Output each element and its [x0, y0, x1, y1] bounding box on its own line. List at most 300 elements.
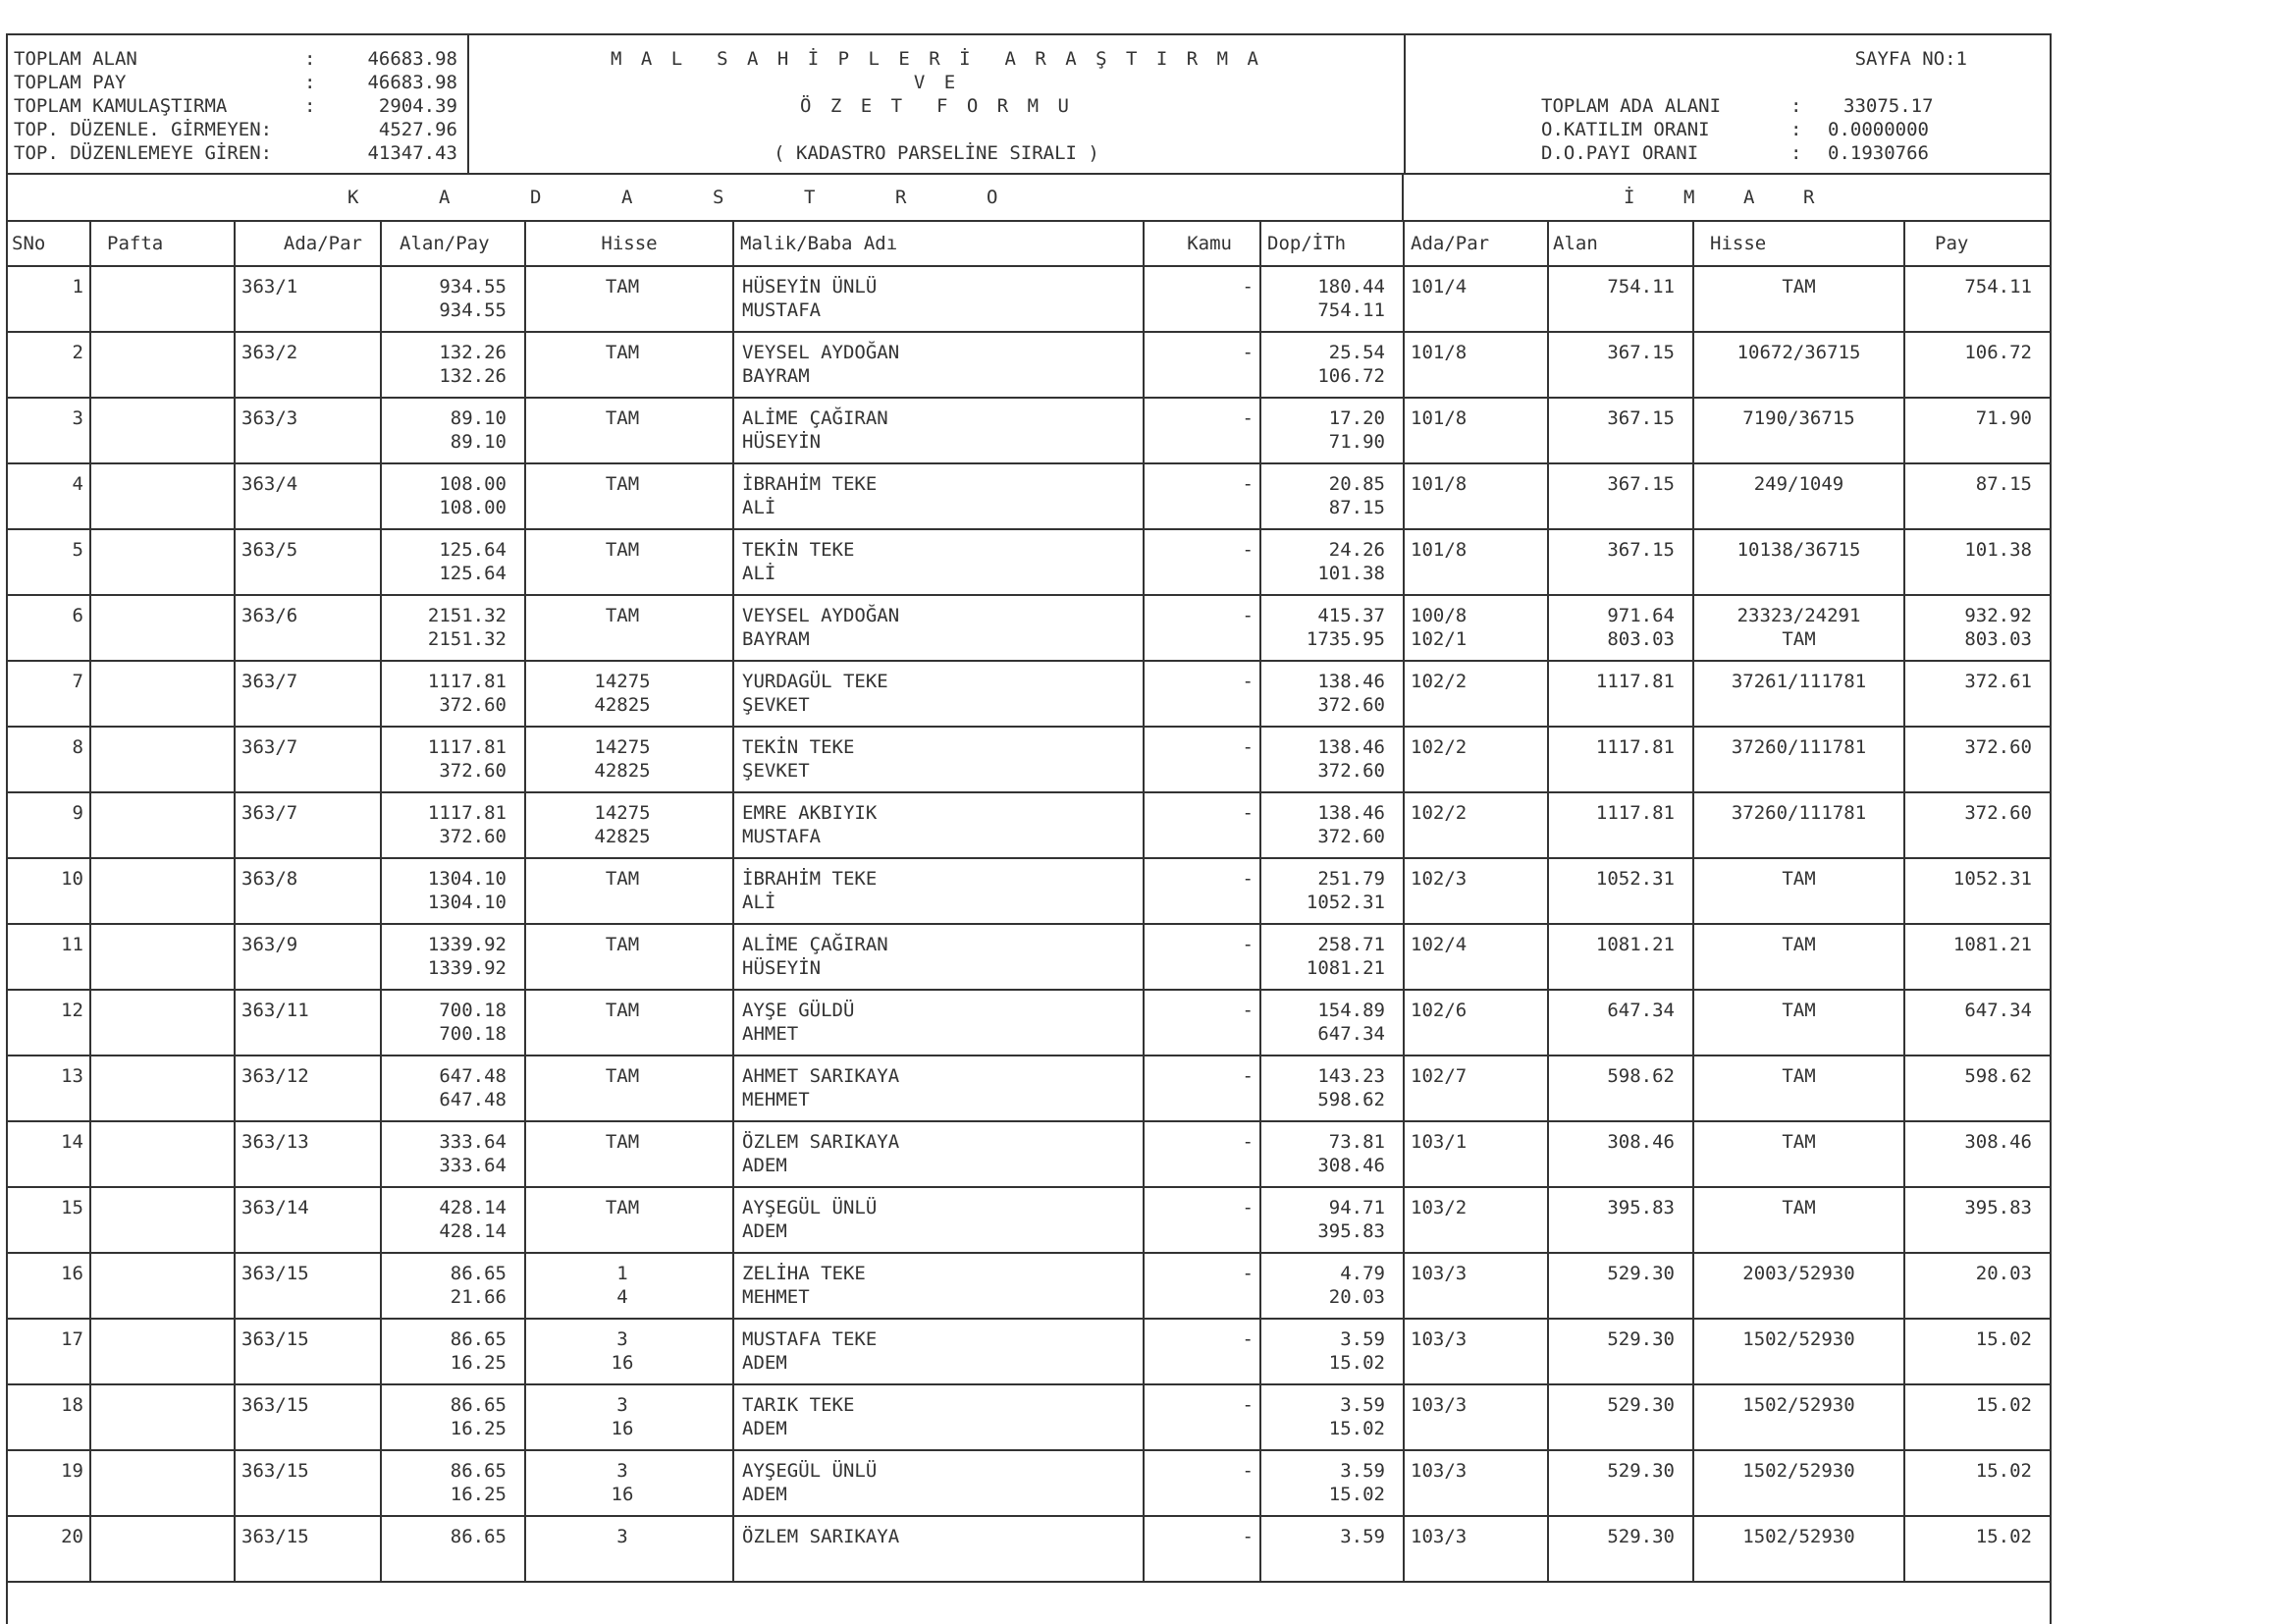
cell-malik-line: MUSTAFA TEKE	[742, 1328, 878, 1350]
cell-alan-pay-line: 16.25	[450, 1484, 507, 1505]
table-row	[8, 463, 2050, 529]
cell-imar-ada-par	[1404, 463, 1548, 529]
cell-imar-ada-par	[1404, 661, 1548, 727]
cell-dop-line: 3.59	[1340, 1526, 1385, 1547]
cell-imar-hisse-line: 1502/52930	[1742, 1328, 1855, 1350]
cell-alan-pay-line: 1117.81	[427, 736, 507, 758]
cell-hisse-line: 3	[616, 1328, 628, 1350]
cell-imar-pay	[1904, 1319, 2050, 1384]
cell-pafta	[90, 727, 235, 792]
cell-dop-line: 154.89	[1317, 1000, 1385, 1021]
imar-letter: M	[1683, 187, 1695, 208]
summary-row	[14, 141, 467, 165]
col-header-imar-pay: Pay	[1904, 222, 2050, 266]
cell-imar-alan	[1548, 1253, 1693, 1319]
table-row	[8, 661, 2050, 727]
cell-imar-ada-par-line: 102/3	[1411, 868, 1468, 890]
cell-ada-par: 363/3	[235, 398, 381, 463]
cell-pafta	[90, 1187, 235, 1253]
cell-ada-par: 363/7	[235, 792, 381, 858]
cell-dop	[1260, 332, 1404, 398]
cell-malik	[733, 398, 1144, 463]
cell-malik-line: TEKİN TEKE	[742, 539, 855, 561]
cell-malik-line: MUSTAFA	[742, 826, 822, 847]
cell-pafta	[90, 1384, 235, 1450]
cell-imar-alan-line: 971.64	[1607, 605, 1675, 626]
cell-imar-hisse	[1693, 1450, 1904, 1516]
cell-ada-par: 363/13	[235, 1121, 381, 1187]
cell-pafta	[90, 332, 235, 398]
cell-imar-hisse	[1693, 463, 1904, 529]
cell-dop-line: 94.71	[1328, 1197, 1385, 1218]
cell-imar-alan	[1548, 792, 1693, 858]
cell-imar-pay	[1904, 1253, 2050, 1319]
cell-imar-pay-line: 1052.31	[1952, 868, 2032, 890]
cell-alan-pay	[381, 1516, 525, 1582]
cell-imar-hisse	[1693, 1319, 1904, 1384]
cell-alan-pay-line: 1339.92	[427, 957, 507, 979]
imar-letter: İ	[1624, 187, 1635, 208]
cell-kamu: -	[1144, 1121, 1260, 1187]
cell-sno: 11	[8, 924, 90, 990]
cell-imar-alan	[1548, 332, 1693, 398]
cell-malik-line: EMRE AKBIYIK	[742, 802, 878, 824]
cell-imar-pay-line: 20.03	[1975, 1263, 2032, 1284]
cell-hisse	[525, 1187, 733, 1253]
cell-malik-line: ADEM	[742, 1418, 787, 1439]
table-row	[8, 1187, 2050, 1253]
cell-imar-ada-par-line: 101/8	[1411, 342, 1468, 363]
cell-imar-hisse-line: 249/1049	[1753, 473, 1844, 495]
cell-dop-line: 4.79	[1340, 1263, 1385, 1284]
cell-sno: 19	[8, 1450, 90, 1516]
cell-alan-pay-line: 86.65	[450, 1263, 507, 1284]
cell-ada-par: 363/8	[235, 858, 381, 924]
cell-malik-line: ALİ	[742, 892, 776, 913]
cell-imar-alan	[1548, 463, 1693, 529]
cell-hisse	[525, 1384, 733, 1450]
cell-hisse-line: 14275	[594, 671, 651, 692]
cell-imar-hisse	[1693, 1253, 1904, 1319]
cell-imar-hisse	[1693, 529, 1904, 595]
cell-imar-pay-line: 101.38	[1964, 539, 2032, 561]
cell-malik	[733, 1187, 1144, 1253]
cell-alan-pay-line: 700.18	[439, 1023, 507, 1045]
cell-imar-hisse	[1693, 924, 1904, 990]
col-header-imar-ada-par: Ada/Par	[1404, 222, 1548, 266]
col-header-sno: SNo	[8, 222, 90, 266]
cell-alan-pay	[381, 463, 525, 529]
table-row	[8, 1121, 2050, 1187]
cell-imar-alan-line: 803.03	[1607, 628, 1675, 650]
cell-imar-hisse-line: TAM	[1782, 276, 1816, 298]
cell-kamu: -	[1144, 595, 1260, 661]
cell-imar-alan-line: 529.30	[1607, 1394, 1675, 1416]
cell-malik-line: VEYSEL AYDOĞAN	[742, 342, 900, 363]
cell-sno: 2	[8, 332, 90, 398]
cell-dop	[1260, 661, 1404, 727]
cell-malik	[733, 529, 1144, 595]
cell-imar-pay-line: 308.46	[1964, 1131, 2032, 1153]
cell-imar-hisse	[1693, 727, 1904, 792]
cell-alan-pay-line: 1117.81	[427, 802, 507, 824]
cell-malik	[733, 1319, 1144, 1384]
cell-hisse-line: TAM	[605, 934, 640, 955]
imar-section	[1404, 175, 2050, 220]
cell-imar-hisse	[1693, 661, 1904, 727]
cell-malik-line: ÖZLEM SARIKAYA	[742, 1131, 900, 1153]
cell-imar-alan-line: 529.30	[1607, 1328, 1675, 1350]
cell-imar-alan	[1548, 1319, 1693, 1384]
cell-malik-line: ZELİHA TEKE	[742, 1263, 866, 1284]
cell-alan-pay-line: 89.10	[450, 407, 507, 429]
cell-imar-alan	[1548, 1450, 1693, 1516]
cell-alan-pay	[381, 1384, 525, 1450]
cell-alan-pay-line: 132.26	[439, 342, 507, 363]
cell-alan-pay-line: 132.26	[439, 365, 507, 387]
cell-hisse	[525, 1056, 733, 1121]
cell-ada-par: 363/2	[235, 332, 381, 398]
cell-imar-ada-par	[1404, 792, 1548, 858]
cell-dop	[1260, 990, 1404, 1056]
cell-hisse-line: TAM	[605, 605, 640, 626]
cell-alan-pay-line: 16.25	[450, 1418, 507, 1439]
cell-dop-line: 138.46	[1317, 671, 1385, 692]
cell-alan-pay	[381, 1187, 525, 1253]
cell-imar-ada-par-line: 102/1	[1411, 628, 1468, 650]
cell-kamu: -	[1144, 1384, 1260, 1450]
summary-label: TOPLAM ALAN	[14, 48, 137, 70]
cell-pafta	[90, 529, 235, 595]
cell-malik	[733, 332, 1144, 398]
cell-imar-ada-par-line: 101/8	[1411, 539, 1468, 561]
cell-imar-ada-par	[1404, 1253, 1548, 1319]
cell-imar-alan-line: 1117.81	[1595, 736, 1675, 758]
cell-imar-ada-par-line: 102/4	[1411, 934, 1468, 955]
cell-alan-pay-line: 125.64	[439, 539, 507, 561]
cell-imar-pay	[1904, 1384, 2050, 1450]
cell-imar-ada-par	[1404, 924, 1548, 990]
cell-imar-ada-par	[1404, 1056, 1548, 1121]
cell-sno: 1	[8, 266, 90, 332]
cell-malik-line: ADEM	[742, 1155, 787, 1176]
cell-malik-line: AHMET	[742, 1023, 799, 1045]
cell-dop	[1260, 463, 1404, 529]
cell-ada-par: 363/6	[235, 595, 381, 661]
cell-dop-line: 3.59	[1340, 1328, 1385, 1350]
cell-kamu: -	[1144, 529, 1260, 595]
cell-malik-line: ALİME ÇAĞIRAN	[742, 934, 888, 955]
cell-alan-pay	[381, 1319, 525, 1384]
cell-hisse-line: 3	[616, 1394, 628, 1416]
cell-imar-pay-line: 1081.21	[1952, 934, 2032, 955]
table-row	[8, 727, 2050, 792]
cell-malik-line: ADEM	[742, 1352, 787, 1374]
cell-imar-pay-line: 754.11	[1964, 276, 2032, 298]
cell-pafta	[90, 398, 235, 463]
cell-sno: 13	[8, 1056, 90, 1121]
cell-imar-hisse-line: 37260/111781	[1731, 736, 1867, 758]
cell-alan-pay	[381, 332, 525, 398]
cell-imar-pay-line: 372.60	[1964, 736, 2032, 758]
cell-alan-pay-line: 86.65	[450, 1328, 507, 1350]
cell-malik	[733, 595, 1144, 661]
cell-dop	[1260, 924, 1404, 990]
cell-imar-pay	[1904, 1056, 2050, 1121]
title-line-1: M A L S A H İ P L E R İ A R A Ş T I R M A	[611, 48, 1262, 70]
cell-sno: 14	[8, 1121, 90, 1187]
cell-kamu: -	[1144, 1056, 1260, 1121]
cell-imar-ada-par-line: 103/1	[1411, 1131, 1468, 1153]
ada-row	[1541, 94, 2001, 118]
summary-row	[14, 47, 467, 71]
cell-malik-line: HÜSEYİN	[742, 431, 822, 453]
cell-hisse-line: TAM	[605, 407, 640, 429]
summary-row	[14, 94, 467, 118]
cell-imar-alan-line: 1117.81	[1595, 671, 1675, 692]
summary-row	[14, 118, 467, 141]
cell-hisse-line: TAM	[605, 1065, 640, 1087]
col-header-imar-alan: Alan	[1548, 222, 1693, 266]
cell-hisse-line: TAM	[605, 276, 640, 298]
cell-alan-pay-line: 700.18	[439, 1000, 507, 1021]
cell-imar-ada-par	[1404, 1319, 1548, 1384]
cell-alan-pay-line: 86.65	[450, 1526, 507, 1547]
table-row	[8, 858, 2050, 924]
cell-ada-par: 363/7	[235, 727, 381, 792]
summary-label: TOPLAM KAMULAŞTIRMA	[14, 95, 228, 117]
cell-kamu: -	[1144, 463, 1260, 529]
cell-imar-hisse	[1693, 398, 1904, 463]
cell-alan-pay-line: 934.55	[439, 276, 507, 298]
cell-malik-line: TARIK TEKE	[742, 1394, 855, 1416]
cell-hisse	[525, 332, 733, 398]
cell-malik-line: ALİ	[742, 497, 776, 518]
table-row	[8, 398, 2050, 463]
cell-dop-line: 598.62	[1317, 1089, 1385, 1110]
cell-malik-line: MUSTAFA	[742, 299, 822, 321]
cell-imar-hisse-line: 1502/52930	[1742, 1460, 1855, 1482]
cell-imar-alan	[1548, 1056, 1693, 1121]
table-row	[8, 1253, 2050, 1319]
cell-malik	[733, 858, 1144, 924]
cell-sno: 18	[8, 1384, 90, 1450]
summary-colon: :	[304, 48, 316, 70]
cell-alan-pay	[381, 595, 525, 661]
cell-imar-ada-par	[1404, 1516, 1548, 1582]
cell-malik-line: İBRAHİM TEKE	[742, 473, 878, 495]
cell-dop	[1260, 1121, 1404, 1187]
summary-value: 46683.98	[367, 48, 457, 70]
table-row	[8, 924, 2050, 990]
cell-imar-alan-line: 1081.21	[1595, 934, 1675, 955]
cell-imar-hisse	[1693, 1384, 1904, 1450]
cell-imar-hisse	[1693, 858, 1904, 924]
cell-imar-ada-par	[1404, 858, 1548, 924]
cell-malik	[733, 1384, 1144, 1450]
cell-ada-par: 363/12	[235, 1056, 381, 1121]
cell-dop-line: 372.60	[1317, 694, 1385, 716]
cell-imar-hisse	[1693, 1516, 1904, 1582]
cell-hisse-line: TAM	[605, 1197, 640, 1218]
cell-alan-pay	[381, 1450, 525, 1516]
cell-alan-pay	[381, 924, 525, 990]
summary-colon	[304, 141, 328, 165]
cell-malik	[733, 661, 1144, 727]
cell-dop-line: 1052.31	[1306, 892, 1385, 913]
cell-ada-par: 363/15	[235, 1319, 381, 1384]
cell-kamu: -	[1144, 1516, 1260, 1582]
cell-alan-pay-line: 333.64	[439, 1131, 507, 1153]
cell-imar-pay	[1904, 1187, 2050, 1253]
form-title	[469, 35, 1404, 173]
cell-malik-line: ŞEVKET	[742, 694, 810, 716]
cell-malik-line: ALİ	[742, 563, 776, 584]
cell-dop	[1260, 595, 1404, 661]
cell-ada-par: 363/9	[235, 924, 381, 990]
ada-summary	[1404, 35, 2050, 173]
cell-malik	[733, 1450, 1144, 1516]
cell-hisse-line: 42825	[594, 826, 651, 847]
summary-colon: :	[304, 72, 316, 93]
cell-imar-hisse	[1693, 332, 1904, 398]
cell-imar-pay-line: 15.02	[1975, 1526, 2032, 1547]
cell-imar-pay-line: 71.90	[1975, 407, 2032, 429]
cell-imar-pay	[1904, 529, 2050, 595]
cell-imar-hisse-line: 2003/52930	[1742, 1263, 1855, 1284]
cell-hisse-line: TAM	[605, 1000, 640, 1021]
cell-pafta	[90, 990, 235, 1056]
summary-colon: :	[304, 95, 316, 117]
cell-imar-ada-par	[1404, 727, 1548, 792]
cell-imar-ada-par-line: 102/7	[1411, 1065, 1468, 1087]
cell-ada-par: 363/5	[235, 529, 381, 595]
cell-imar-pay-line: 372.60	[1964, 802, 2032, 824]
cell-malik-line: AHMET SARIKAYA	[742, 1065, 900, 1087]
ada-label: O.KATILIM ORANI	[1541, 119, 1710, 140]
cell-imar-hisse	[1693, 1121, 1904, 1187]
cell-dop-line: 15.02	[1328, 1352, 1385, 1374]
cell-dop	[1260, 727, 1404, 792]
cell-imar-pay	[1904, 1121, 2050, 1187]
cell-imar-ada-par-line: 102/2	[1411, 802, 1468, 824]
cell-imar-hisse-line: TAM	[1782, 628, 1816, 650]
cell-dop-line: 71.90	[1328, 431, 1385, 453]
cell-alan-pay-line: 647.48	[439, 1089, 507, 1110]
cell-hisse	[525, 1319, 733, 1384]
cell-dop-line: 258.71	[1317, 934, 1385, 955]
cell-dop	[1260, 792, 1404, 858]
cell-malik-line: ÖZLEM SARIKAYA	[742, 1526, 900, 1547]
cell-imar-alan-line: 367.15	[1607, 539, 1675, 561]
cell-imar-hisse-line: 7190/36715	[1742, 407, 1855, 429]
cell-kamu: -	[1144, 1450, 1260, 1516]
cell-alan-pay	[381, 792, 525, 858]
cell-alan-pay-line: 125.64	[439, 563, 507, 584]
cell-ada-par: 363/14	[235, 1187, 381, 1253]
cell-hisse	[525, 266, 733, 332]
cell-sno: 16	[8, 1253, 90, 1319]
cell-pafta	[90, 1319, 235, 1384]
cell-imar-hisse-line: 1502/52930	[1742, 1394, 1855, 1416]
cell-malik-line: BAYRAM	[742, 365, 810, 387]
cell-kamu: -	[1144, 792, 1260, 858]
cell-pafta	[90, 266, 235, 332]
cell-imar-hisse	[1693, 1056, 1904, 1121]
cell-imar-ada-par-line: 100/8	[1411, 605, 1468, 626]
cell-pafta	[90, 1516, 235, 1582]
cell-hisse	[525, 595, 733, 661]
cell-dop-line: 372.60	[1317, 826, 1385, 847]
cell-hisse-line: TAM	[605, 342, 640, 363]
cell-malik-line: ŞEVKET	[742, 760, 810, 782]
form-header	[8, 35, 2050, 175]
cell-sno: 6	[8, 595, 90, 661]
cell-hisse-line: 1	[616, 1263, 628, 1284]
cell-alan-pay	[381, 727, 525, 792]
table-row	[8, 1056, 2050, 1121]
cell-imar-hisse-line: 37261/111781	[1731, 671, 1867, 692]
cell-imar-alan-line: 1117.81	[1595, 802, 1675, 824]
cell-dop-line: 15.02	[1328, 1418, 1385, 1439]
cell-alan-pay-line: 89.10	[450, 431, 507, 453]
cell-imar-alan	[1548, 1121, 1693, 1187]
col-header-kamu: Kamu	[1144, 222, 1260, 266]
cell-ada-par: 363/7	[235, 661, 381, 727]
cell-alan-pay-line: 1117.81	[427, 671, 507, 692]
cell-imar-pay-line: 803.03	[1964, 628, 2032, 650]
cell-dop-line: 308.46	[1317, 1155, 1385, 1176]
summary-label: TOP. DÜZENLEMEYE GİREN:	[14, 142, 273, 164]
cell-imar-ada-par	[1404, 332, 1548, 398]
cell-imar-pay-line: 395.83	[1964, 1197, 2032, 1218]
cell-imar-alan	[1548, 727, 1693, 792]
cell-imar-pay-line: 15.02	[1975, 1460, 2032, 1482]
cell-imar-ada-par-line: 103/3	[1411, 1394, 1468, 1416]
cell-dop-line: 138.46	[1317, 802, 1385, 824]
cell-imar-ada-par-line: 103/3	[1411, 1526, 1468, 1547]
cell-imar-alan-line: 367.15	[1607, 473, 1675, 495]
cell-imar-alan	[1548, 595, 1693, 661]
cell-imar-pay-line: 106.72	[1964, 342, 2032, 363]
cell-imar-hisse	[1693, 990, 1904, 1056]
cell-sno: 12	[8, 990, 90, 1056]
cell-malik-line: AYŞE GÜLDÜ	[742, 1000, 855, 1021]
ada-colon: :	[1790, 142, 1802, 164]
cell-imar-alan-line: 367.15	[1607, 342, 1675, 363]
cell-malik	[733, 792, 1144, 858]
cell-kamu: -	[1144, 1253, 1260, 1319]
cell-hisse-line: 42825	[594, 694, 651, 716]
cell-pafta	[90, 595, 235, 661]
cell-imar-alan-line: 529.30	[1607, 1263, 1675, 1284]
kadastro-letter: D	[530, 187, 542, 208]
ada-colon: :	[1790, 95, 1802, 117]
cell-dop-line: 415.37	[1317, 605, 1385, 626]
cell-sno: 10	[8, 858, 90, 924]
cell-dop	[1260, 398, 1404, 463]
cell-imar-hisse	[1693, 792, 1904, 858]
cell-pafta	[90, 463, 235, 529]
cell-pafta	[90, 1253, 235, 1319]
cell-malik-line: ADEM	[742, 1484, 787, 1505]
cell-sno: 17	[8, 1319, 90, 1384]
cell-pafta	[90, 1450, 235, 1516]
section-titles	[8, 175, 2050, 222]
cell-imar-ada-par-line: 102/6	[1411, 1000, 1468, 1021]
cell-hisse	[525, 398, 733, 463]
col-header-hisse: Hisse	[525, 222, 733, 266]
